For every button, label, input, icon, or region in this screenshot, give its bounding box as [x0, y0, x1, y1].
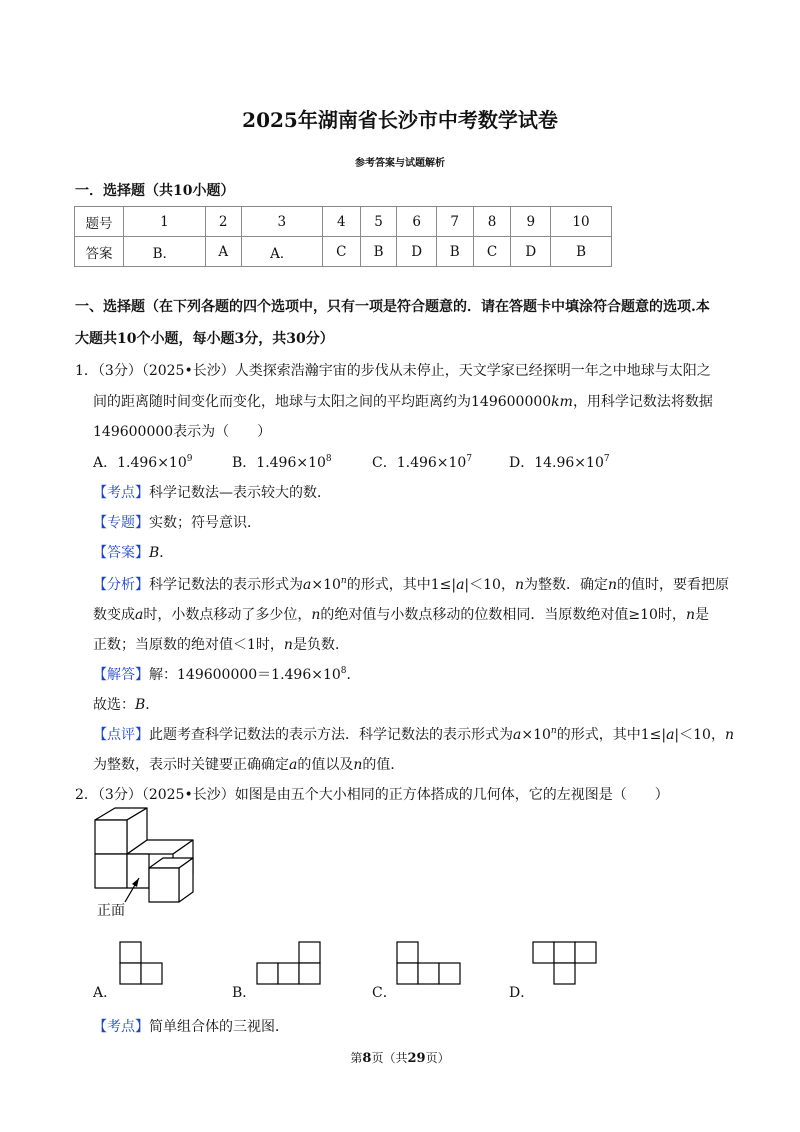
- tag-label: 【分析】: [93, 577, 149, 593]
- table-cell: D: [397, 237, 437, 267]
- unit-km: km: [551, 394, 573, 410]
- table-cell: 8: [473, 207, 511, 237]
- page-number: 8: [362, 1051, 372, 1066]
- section-heading-line1: 一、选择题（在下列各题的四个选项中，只有一项是符合题意的．请在答题卡中填涂符合题意的选项.本: [75, 299, 710, 315]
- q1-dianping-line1: 【点评】此题考查科学记数法的表示方法．科学记数法的表示形式为$a\times 10^n$的形式，其中1≤|a|＜10，n: [93, 726, 734, 743]
- q2-kaodian: 【考点】简单组合体的三视图．: [93, 1019, 289, 1035]
- tag-label: 【答案】: [93, 545, 149, 561]
- page-footer: 第8页（共29页）: [350, 1051, 450, 1066]
- table-cell: A．: [241, 237, 322, 267]
- table-cell: 2: [205, 207, 241, 237]
- q1-guxuan: 故选：B．: [93, 697, 160, 713]
- table-cell: 9: [511, 207, 551, 237]
- page-total: 29: [407, 1051, 426, 1066]
- table-cell: C: [322, 237, 360, 267]
- table-cell: B: [360, 237, 397, 267]
- q1-dianping-line2: 为整数，表示时关键要正确确定a的值以及n的值．: [93, 757, 405, 773]
- answer-table-row-numbers: [75, 207, 612, 237]
- answer-table: [74, 206, 612, 267]
- tag-label: 【点评】: [93, 727, 149, 743]
- table-cell: C: [473, 237, 511, 267]
- tag-label: 【专题】: [93, 515, 149, 531]
- q2-option-d-figure: [532, 941, 598, 985]
- q2-option-a: A．: [93, 985, 118, 1001]
- q1-option-c: C．$1.496\times 10^7$: [372, 454, 473, 471]
- q2-option-a-figure: [119, 941, 163, 985]
- answer-table-row-answers: [75, 237, 612, 267]
- q2-option-b: B．: [232, 985, 257, 1001]
- table-cell: A: [205, 237, 241, 267]
- q1-option-a: A．$1.496\times 10^9$: [93, 454, 193, 471]
- paper-subtitle: 参考答案与试题解析: [355, 158, 445, 169]
- table-cell: 4: [322, 207, 360, 237]
- q2-option-c-figure: [396, 941, 462, 985]
- table-row-label: 题号: [75, 207, 124, 237]
- q1-line2: [93, 391, 713, 411]
- table-cell: 10: [551, 207, 612, 237]
- answer-section-heading: 一．选择题（共10小题）: [75, 183, 235, 199]
- q1-fenxi-line2: 数变成a时，小数点移动了多少位，n的绝对值与小数点移动的位数相同．当原数绝对值≥10时，n是: [93, 607, 709, 623]
- tag-label: 【解答】: [93, 667, 149, 683]
- q2-option-b-figure: [256, 941, 322, 985]
- q1-option-d: D．$14.96\times 10^7$: [509, 454, 610, 471]
- tag-label: 【考点】: [93, 485, 149, 501]
- table-row-label: 答案: [75, 237, 124, 267]
- q1-kaodian: 【考点】科学记数法—表示较大的数．: [93, 485, 331, 501]
- q1-text: 间的距离随时间变化而变化，地球与太阳之间的平均距离约为149600000: [93, 394, 552, 410]
- q1-fenxi-line1: 【分析】科学记数法的表示形式为$a\times 10^n$的形式，其中1≤|a|＜10，n为整数．确定n的值时，要看把原: [93, 576, 730, 593]
- q2-lead: 2．（3分）（2025•长沙）如图是由五个大小相同的正方体搭成的几何体，它的左视图是（ ）: [75, 787, 669, 803]
- q1-lead: 1．（3分）（2025•长沙）人类探索浩瀚宇宙的步伐从未停止，天文学家已经探明一年之中地球与太阳之: [75, 363, 711, 379]
- table-cell: B: [551, 237, 612, 267]
- q2-front-label: 正面: [97, 903, 125, 919]
- paper-title: 2025年湖南省长沙市中考数学试卷: [242, 108, 558, 132]
- q1-text: ，用科学记数法将数据: [572, 394, 713, 410]
- q1-jieda: 【解答】解：$149600000=1.496\times 10^8$．: [93, 666, 361, 683]
- q1-answer: 【答案】B．: [93, 545, 174, 561]
- q2-option-c: C．: [372, 985, 397, 1001]
- tag-label: 【考点】: [93, 1019, 149, 1035]
- table-cell: 1: [124, 207, 206, 237]
- table-cell: 6: [397, 207, 437, 237]
- table-cell: B: [436, 237, 473, 267]
- q1-option-b: B．$1.496\times 10^8$: [232, 454, 332, 471]
- table-cell: 3: [241, 207, 322, 237]
- q1-line3: 149600000表示为（ ）: [93, 424, 272, 440]
- section-heading-line2: 大题共10个小题，每小题3分，共30分）: [75, 331, 334, 347]
- table-cell: B．: [124, 237, 206, 267]
- q1-zhuanti: 【专题】实数；符号意识．: [93, 515, 261, 531]
- table-cell: 5: [360, 207, 397, 237]
- table-cell: D: [511, 237, 551, 267]
- q1-fenxi-line3: 正数；当原数的绝对值＜1时，n是负数．: [93, 637, 349, 653]
- table-cell: 7: [436, 207, 473, 237]
- q2-option-d: D．: [509, 985, 535, 1001]
